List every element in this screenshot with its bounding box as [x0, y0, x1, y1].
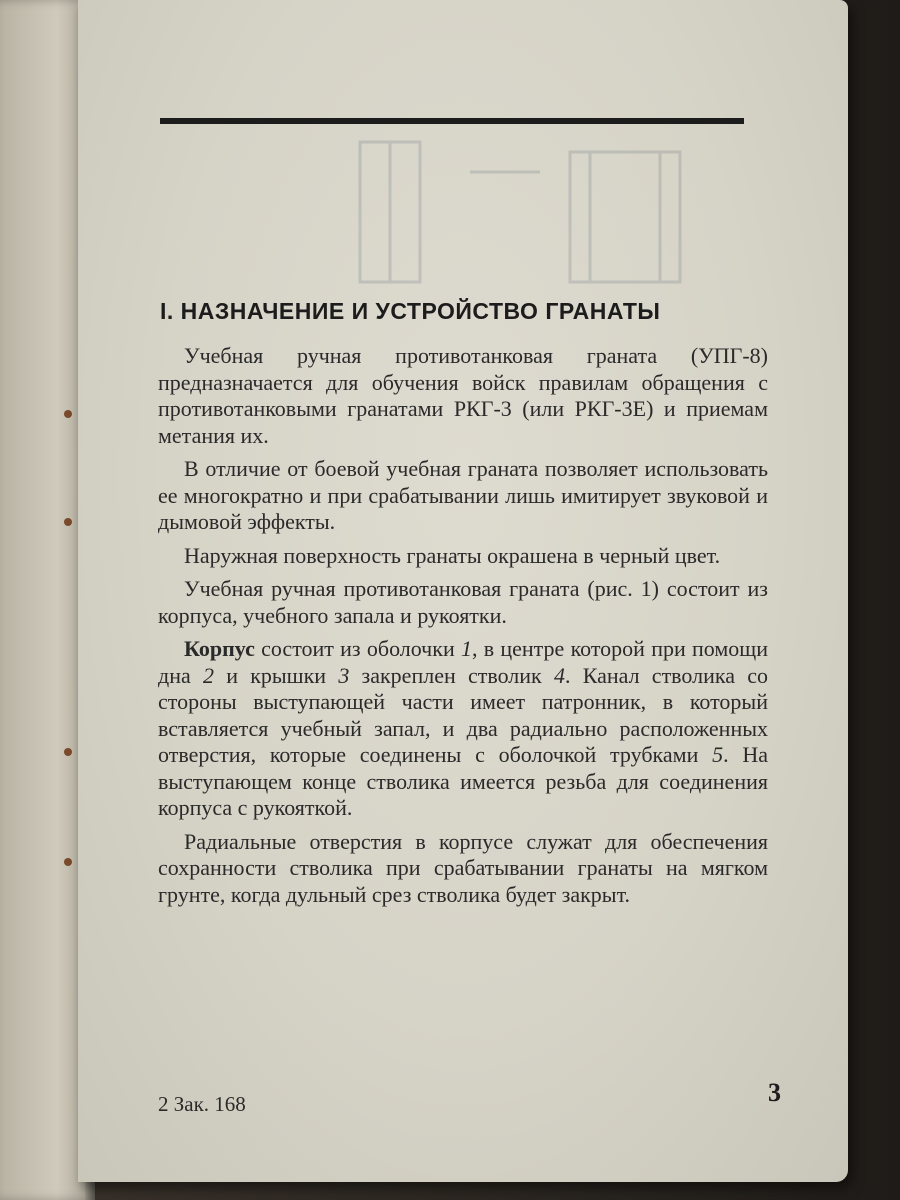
text-span: , в центре которой при помощи дна [158, 636, 768, 688]
part-number: 5 [712, 742, 724, 767]
paragraph: Наружная поверхность гранаты окрашена в черный цвет. [184, 542, 721, 568]
part-number: 2 [202, 662, 214, 688]
text-span: и крышки [213, 662, 339, 688]
term-housing: Корпус [184, 636, 255, 661]
page-number: 3 [768, 1078, 781, 1107]
binding-stitch [64, 748, 72, 756]
text-span: состоит из оболочки [254, 636, 461, 661]
part-number: 1 [460, 636, 472, 661]
order-note: 2 Зак. 168 [158, 1092, 246, 1116]
part-number: 4 [553, 662, 565, 688]
binding-stitch [64, 410, 72, 418]
body-text [158, 343, 768, 915]
top-rule [160, 118, 744, 124]
bleed-through-illustration [340, 132, 720, 292]
paragraph: В отличие от боевой учебная граната позволяет использовать ее многократно и при срабатывании лишь имитирует звуковой и дымовой эффекты. [158, 456, 768, 534]
text-span: . Канал стволика со стороны выступающей части имеет патронник, в который вставляется учебный запал, и два радиально расположенных отверстия, которые соединены с оболочкой трубками [158, 662, 768, 767]
binding-stitch [64, 858, 72, 866]
part-number: 3 [338, 662, 350, 688]
text-span: . На выступающем конце стволика имеется резьба для соединения корпуса с рукояткой. [158, 742, 769, 820]
paragraph-housing [158, 636, 768, 822]
section-heading: I. НАЗНАЧЕНИЕ И УСТРОЙСТВО ГРАНАТЫ [160, 298, 661, 324]
binding-stitch [64, 518, 72, 526]
paragraph: Радиальные отверстия в корпусе служат для обеспечения сохранности стволика при срабатывании гранаты на мягком грунте, когда дульный срез стволика будет закрыт. [158, 828, 768, 907]
paragraph: Учебная ручная противотанковая граната (УПГ-8) предназначается для обучения войск правилам обращения с противотанковыми гранатами РКГ-3 (или РКГ-3Е) и приемам метания их. [158, 343, 768, 448]
text-span: закреплен стволик [349, 662, 554, 688]
paragraph: Учебная ручная противотанковая граната (рис. 1) состоит из корпуса, учебного запала и рукоятки. [158, 576, 768, 628]
